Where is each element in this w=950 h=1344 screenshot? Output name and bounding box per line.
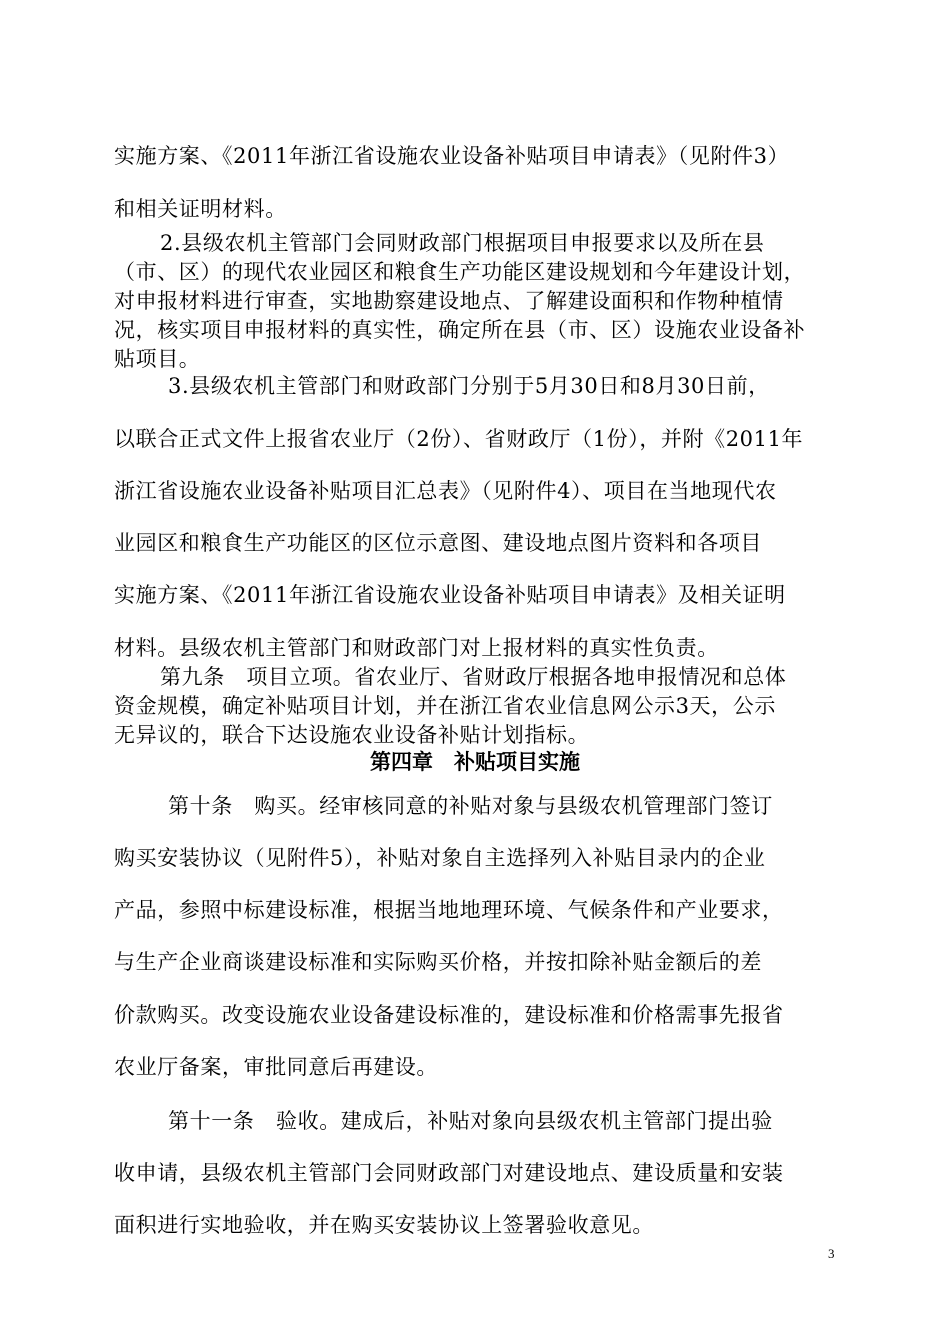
text-line: 3.县级农机主管部门和财政部门分别于5月30日和8月30日前， xyxy=(168,374,770,398)
text-line: 产品，参照中标建设标准，根据当地地理环境、气候条件和产业要求， xyxy=(114,898,784,922)
text-line: 对申报材料进行审查，实地勘察建设地点、了解建设面积和作物种植情 xyxy=(114,289,784,313)
text-line: 资金规模，确定补贴项目计划，并在浙江省农业信息网公示3天，公示 xyxy=(114,694,776,718)
text-line: 浙江省设施农业设备补贴项目汇总表》（见附件4）、项目在当地现代农 xyxy=(114,479,777,503)
text-line: 收申请，县级农机主管部门会同财政部门对建设地点、建设质量和安装 xyxy=(114,1161,784,1185)
text-line: 实施方案、《2011年浙江省设施农业设备补贴项目申请表》及相关证明 xyxy=(114,583,786,607)
text-line: （市、区）的现代农业园区和粮食生产功能区建设规划和今年建设计划， xyxy=(114,260,806,284)
text-line: 第九条 项目立项。省农业厅、省财政厅根据各地申报情况和总体 xyxy=(160,665,787,689)
text-line: 与生产企业商谈建设标准和实际购买价格，并按扣除补贴金额后的差 xyxy=(114,950,762,974)
text-line: 第十条 购买。经审核同意的补贴对象与县级农机管理部门签订 xyxy=(168,794,773,818)
text-line: 面积进行实地验收，并在购买安装协议上签署验收意见。 xyxy=(114,1213,654,1237)
text-line: 购买安装协议（见附件5），补贴对象自主选择列入补贴目录内的企业 xyxy=(114,846,766,870)
text-line: 2.县级农机主管部门会同财政部门根据项目申报要求以及所在县 xyxy=(160,231,765,255)
text-line: 和相关证明材料。 xyxy=(114,197,287,221)
text-line: 无异议的，联合下达设施农业设备补贴计划指标。 xyxy=(114,723,590,747)
text-line: 第十一条 验收。建成后，补贴对象向县级农机主管部门提出验 xyxy=(168,1109,773,1133)
text-line: 业园区和粮食生产功能区的区位示意图、建设地点图片资料和各项目 xyxy=(114,531,762,555)
text-line: 贴项目。 xyxy=(114,347,201,371)
text-line: 价款购买。改变设施农业设备建设标准的，建设标准和价格需事先报省 xyxy=(114,1003,784,1027)
text-line: 实施方案、《2011年浙江省设施农业设备补贴项目申请表》（见附件3） xyxy=(114,144,790,168)
text-line: 农业厅备案，审批同意后再建设。 xyxy=(114,1055,438,1079)
text-line: 况，核实项目申报材料的真实性，确定所在县（市、区）设施农业设备补 xyxy=(114,318,806,342)
text-line: 材料。县级农机主管部门和财政部门对上报材料的真实性负责。 xyxy=(114,636,719,660)
text-line: 以联合正式文件上报省农业厅（2份）、省财政厅（1份），并附《2011年 xyxy=(114,427,804,451)
chapter-heading: 第四章 补贴项目实施 xyxy=(370,750,580,774)
page-number: 3 xyxy=(828,1246,835,1261)
